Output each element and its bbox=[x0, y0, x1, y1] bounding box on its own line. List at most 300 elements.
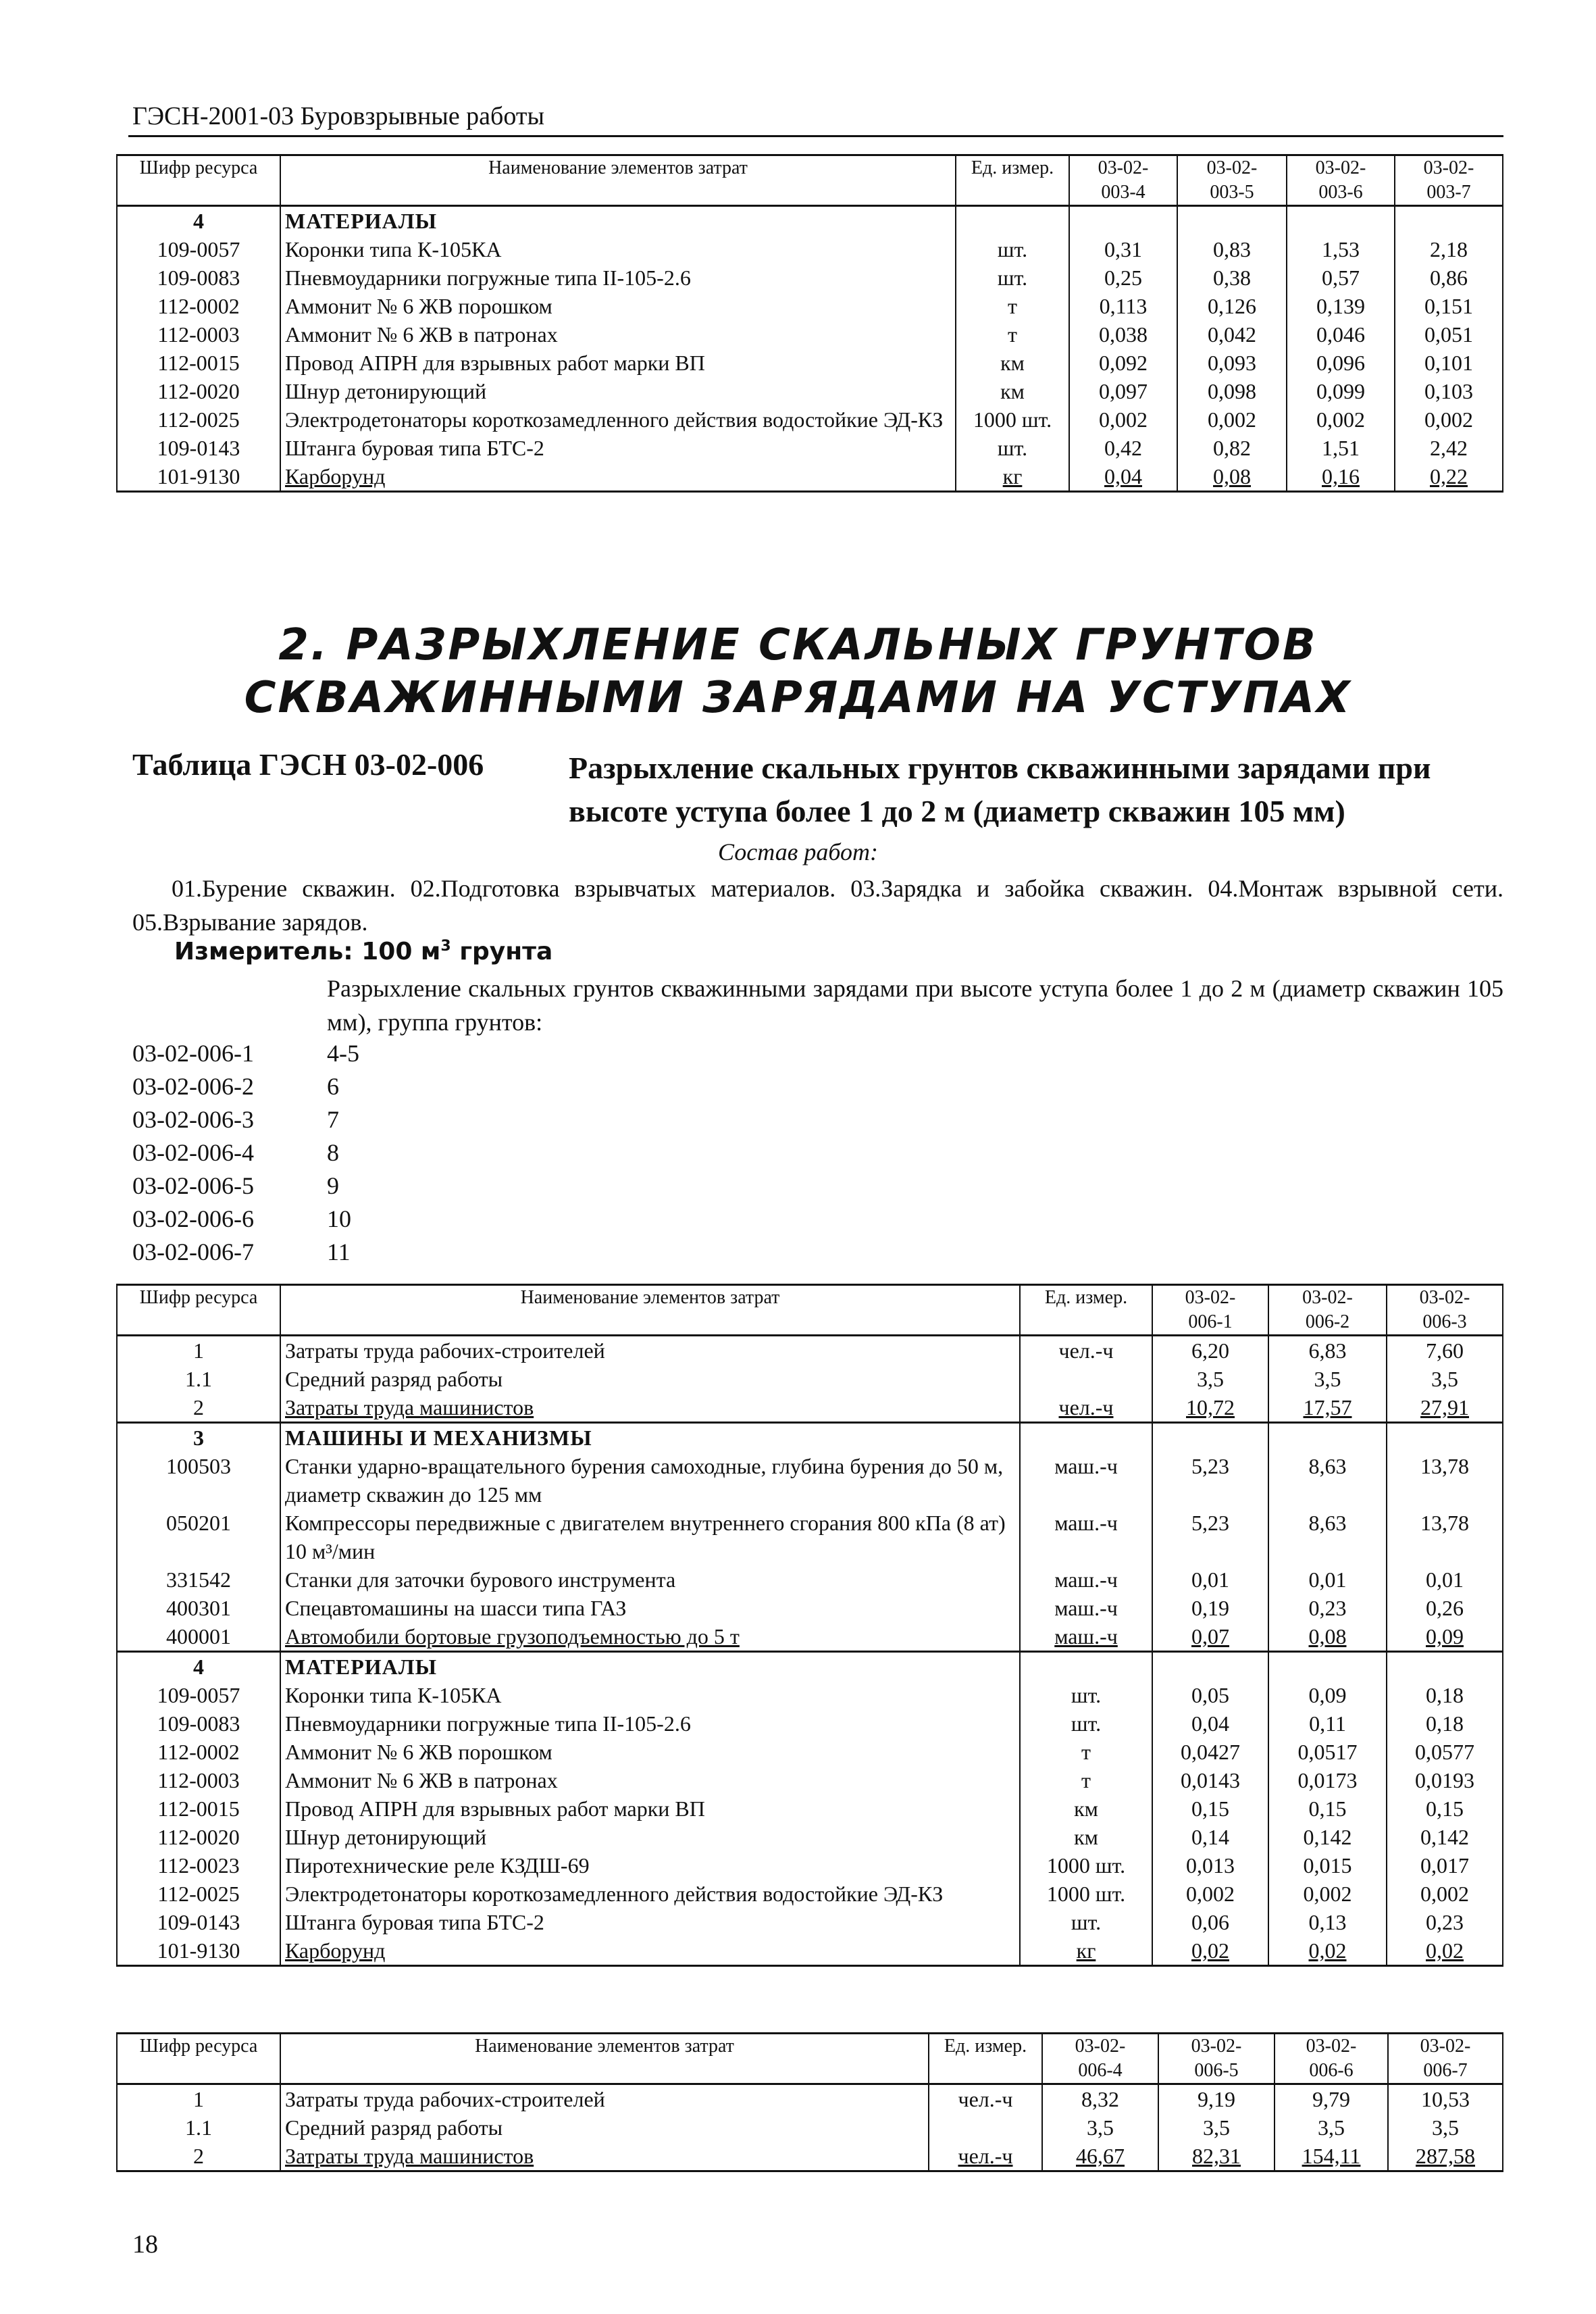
resource-code: 4 bbox=[117, 1652, 280, 1682]
resource-code: 331542 bbox=[117, 1565, 280, 1594]
norm-value: 0,093 bbox=[1177, 349, 1287, 377]
meter-superscript: 3 bbox=[440, 938, 451, 955]
resource-code: 1.1 bbox=[117, 1365, 280, 1393]
norm-value: 0,15 bbox=[1268, 1794, 1387, 1823]
norm-value: 7,60 bbox=[1387, 1336, 1503, 1365]
unit-of-measure: чел.-ч bbox=[1020, 1393, 1152, 1423]
table-row bbox=[117, 292, 1503, 320]
resource-code: 112-0003 bbox=[117, 320, 280, 349]
norm-value: 0,113 bbox=[1069, 292, 1177, 320]
unit-of-measure bbox=[1020, 1423, 1152, 1453]
table-row bbox=[117, 1565, 1503, 1594]
norm-value: 0,07 bbox=[1152, 1622, 1268, 1652]
cost-element-name: Аммонит № 6 ЖВ порошком bbox=[280, 1738, 1020, 1766]
cost-element-name: Спецавтомашины на шасси типа ГАЗ bbox=[280, 1594, 1020, 1622]
norm-value: 9,79 bbox=[1275, 2084, 1388, 2114]
resource-code: 112-0020 bbox=[117, 377, 280, 405]
resource-code: 109-0143 bbox=[117, 434, 280, 462]
unit-of-measure: чел.-ч bbox=[1020, 1336, 1152, 1365]
table-row bbox=[117, 377, 1503, 405]
cost-element-name: Затраты труда машинистов bbox=[280, 2142, 929, 2171]
variant-code: 03-02-006-6 bbox=[132, 1205, 254, 1232]
variant-item bbox=[132, 1103, 359, 1136]
table-row bbox=[117, 462, 1503, 492]
cost-element-name: Шнур детонирующий bbox=[280, 1823, 1020, 1851]
table-row bbox=[117, 1738, 1503, 1766]
column-header: Наименование элементов затрат bbox=[280, 155, 956, 206]
column-header: 03-02- 006-5 bbox=[1158, 2034, 1275, 2084]
norm-value: 0,04 bbox=[1152, 1709, 1268, 1738]
unit-of-measure: т bbox=[1020, 1766, 1152, 1794]
norm-value: 0,26 bbox=[1387, 1594, 1503, 1622]
table-header-row bbox=[117, 155, 1503, 206]
unit-of-measure: км bbox=[1020, 1794, 1152, 1823]
variant-code: 03-02-006-1 bbox=[132, 1040, 254, 1067]
unit-of-measure bbox=[956, 206, 1069, 236]
norm-value: 0,02 bbox=[1387, 1936, 1503, 1966]
norm-value: 0,18 bbox=[1387, 1681, 1503, 1709]
variant-soil-group: 10 bbox=[327, 1205, 351, 1232]
norm-value: 0,103 bbox=[1395, 377, 1503, 405]
norm-value: 0,042 bbox=[1177, 320, 1287, 349]
column-header: 03-02- 006-1 bbox=[1152, 1285, 1268, 1336]
norm-value: 0,0193 bbox=[1387, 1766, 1503, 1794]
unit-of-measure: шт. bbox=[956, 263, 1069, 292]
norm-value: 0,013 bbox=[1152, 1851, 1268, 1880]
norm-value: 0,096 bbox=[1287, 349, 1395, 377]
meter-label: Измеритель: 100 м bbox=[174, 938, 441, 965]
norm-value bbox=[1152, 1652, 1268, 1682]
norm-value: 0,142 bbox=[1387, 1823, 1503, 1851]
unit-of-measure: кг bbox=[956, 462, 1069, 492]
resource-code: 101-9130 bbox=[117, 462, 280, 492]
norm-value: 0,22 bbox=[1395, 462, 1503, 492]
resource-code: 2 bbox=[117, 2142, 280, 2171]
column-header: Ед. измер. bbox=[956, 155, 1069, 206]
norm-value: 0,15 bbox=[1152, 1794, 1268, 1823]
section-title-line-2: СКВАЖИННЫМИ ЗАРЯДАМИ НА УСТУПАХ bbox=[244, 673, 1352, 723]
cost-element-name: Станки для заточки бурового инструмента bbox=[280, 1565, 1020, 1594]
variant-list bbox=[132, 1037, 359, 1269]
table-row bbox=[117, 1365, 1503, 1393]
norm-value: 0,23 bbox=[1387, 1908, 1503, 1936]
column-header: Шифр ресурса bbox=[117, 1285, 280, 1336]
variant-intro: Разрыхление скальных грунтов скважинными зарядами при высоте уступа более 1 до 2 м (диаметр скважин 105 мм), группа грунтов: bbox=[327, 975, 1503, 1036]
norm-value: 27,91 bbox=[1387, 1393, 1503, 1423]
norm-value bbox=[1387, 1652, 1503, 1682]
norm-value: 0,04 bbox=[1069, 462, 1177, 492]
unit-of-measure: маш.-ч bbox=[1020, 1509, 1152, 1565]
cost-element-name: Компрессоры передвижные с двигателем внутреннего сгорания 800 кПа (8 ат) 10 м³/мин bbox=[280, 1509, 1020, 1565]
norm-value: 0,051 bbox=[1395, 320, 1503, 349]
resource-code: 400001 bbox=[117, 1622, 280, 1652]
norm-value: 0,002 bbox=[1387, 1880, 1503, 1908]
unit-of-measure: шт. bbox=[1020, 1908, 1152, 1936]
norm-value: 0,02 bbox=[1268, 1936, 1387, 1966]
cost-element-name: Станки ударно-вращательного бурения самоходные, глубина бурения до 50 м, диаметр скважин до 125 мм bbox=[280, 1452, 1020, 1509]
measurement-unit bbox=[174, 938, 552, 965]
cost-element-name: МАТЕРИАЛЫ bbox=[280, 206, 956, 236]
norm-value: 6,83 bbox=[1268, 1336, 1387, 1365]
running-header: ГЭСН-2001-03 Буровзрывные работы bbox=[132, 102, 545, 130]
variant-code: 03-02-006-5 bbox=[132, 1172, 254, 1199]
column-header: Шифр ресурса bbox=[117, 2034, 280, 2084]
norm-value: 0,0577 bbox=[1387, 1738, 1503, 1766]
table-row bbox=[117, 1823, 1503, 1851]
norm-value: 1,53 bbox=[1287, 235, 1395, 263]
norm-value: 154,11 bbox=[1275, 2142, 1388, 2171]
norm-value: 10,53 bbox=[1388, 2084, 1503, 2114]
norm-value: 0,06 bbox=[1152, 1908, 1268, 1936]
resource-code: 109-0083 bbox=[117, 263, 280, 292]
norm-value: 3,5 bbox=[1388, 2113, 1503, 2142]
norm-value: 0,01 bbox=[1387, 1565, 1503, 1594]
norm-value: 0,126 bbox=[1177, 292, 1287, 320]
cost-element-name: Аммонит № 6 ЖВ в патронах bbox=[280, 1766, 1020, 1794]
unit-of-measure: маш.-ч bbox=[1020, 1594, 1152, 1622]
norm-value bbox=[1387, 1423, 1503, 1453]
cost-element-name: Шнур детонирующий bbox=[280, 377, 956, 405]
cost-element-name: Провод АПРН для взрывных работ марки ВП bbox=[280, 1794, 1020, 1823]
table-row bbox=[117, 1622, 1503, 1652]
norm-value: 3,5 bbox=[1158, 2113, 1275, 2142]
variant-soil-group: 4-5 bbox=[327, 1040, 359, 1067]
unit-of-measure: чел.-ч bbox=[929, 2084, 1042, 2114]
table-row bbox=[117, 1709, 1503, 1738]
variant-soil-group: 6 bbox=[327, 1073, 339, 1100]
cost-element-name: Пиротехнические реле КЗДШ-69 bbox=[280, 1851, 1020, 1880]
norm-value: 0,002 bbox=[1069, 405, 1177, 434]
norm-value: 0,13 bbox=[1268, 1908, 1387, 1936]
variant-item bbox=[132, 1236, 359, 1269]
norm-value: 0,38 bbox=[1177, 263, 1287, 292]
unit-of-measure: т bbox=[956, 320, 1069, 349]
norm-value: 1,51 bbox=[1287, 434, 1395, 462]
cost-element-name: Затраты труда рабочих-строителей bbox=[280, 1336, 1020, 1365]
table-row bbox=[117, 2113, 1503, 2142]
column-header: Ед. измер. bbox=[1020, 1285, 1152, 1336]
cost-element-name: МАТЕРИАЛЫ bbox=[280, 1652, 1020, 1682]
norm-value bbox=[1152, 1423, 1268, 1453]
resource-code: 1 bbox=[117, 1336, 280, 1365]
norm-value: 0,09 bbox=[1387, 1622, 1503, 1652]
resource-code: 400301 bbox=[117, 1594, 280, 1622]
resource-code: 109-0057 bbox=[117, 235, 280, 263]
section-title-line-1: 2. РАЗРЫХЛЕНИЕ СКАЛЬНЫХ ГРУНТОВ bbox=[278, 620, 1318, 670]
unit-of-measure: шт. bbox=[956, 434, 1069, 462]
unit-of-measure bbox=[1020, 1365, 1152, 1393]
resource-code: 1.1 bbox=[117, 2113, 280, 2142]
resource-code: 112-0020 bbox=[117, 1823, 280, 1851]
section-row bbox=[117, 1423, 1503, 1453]
norm-value: 0,14 bbox=[1152, 1823, 1268, 1851]
norm-value: 0,23 bbox=[1268, 1594, 1387, 1622]
norm-value: 0,015 bbox=[1268, 1851, 1387, 1880]
table-row bbox=[117, 1336, 1503, 1365]
table-row bbox=[117, 1509, 1503, 1565]
norm-value: 0,0143 bbox=[1152, 1766, 1268, 1794]
norm-value: 17,57 bbox=[1268, 1393, 1387, 1423]
unit-of-measure: шт. bbox=[1020, 1709, 1152, 1738]
variant-code: 03-02-006-4 bbox=[132, 1139, 254, 1166]
section-row bbox=[117, 206, 1503, 236]
norm-value: 13,78 bbox=[1387, 1509, 1503, 1565]
norm-value: 0,05 bbox=[1152, 1681, 1268, 1709]
norm-value: 2,42 bbox=[1395, 434, 1503, 462]
resource-code: 109-0057 bbox=[117, 1681, 280, 1709]
norm-value: 8,63 bbox=[1268, 1509, 1387, 1565]
unit-of-measure: 1000 шт. bbox=[1020, 1851, 1152, 1880]
norm-value: 3,5 bbox=[1152, 1365, 1268, 1393]
table-caption: Разрыхление скальных грунтов скважинными зарядами при высоте уступа более 1 до 2 м (диаметр скважин 105 мм) bbox=[569, 751, 1431, 828]
norm-value: 0,01 bbox=[1268, 1565, 1387, 1594]
table-row bbox=[117, 1851, 1503, 1880]
table-label: Таблица ГЭСН 03-02-006 bbox=[132, 747, 484, 782]
table-row bbox=[117, 263, 1503, 292]
variant-item bbox=[132, 1136, 359, 1169]
resource-code: 112-0003 bbox=[117, 1766, 280, 1794]
resource-code: 112-0002 bbox=[117, 292, 280, 320]
unit-of-measure: маш.-ч bbox=[1020, 1622, 1152, 1652]
variant-code: 03-02-006-2 bbox=[132, 1073, 254, 1100]
column-header: 03-02- 006-7 bbox=[1388, 2034, 1503, 2084]
column-header: 03-02- 003-6 bbox=[1287, 155, 1395, 206]
variant-item bbox=[132, 1070, 359, 1103]
cost-element-name: Провод АПРН для взрывных работ марки ВП bbox=[280, 349, 956, 377]
norm-value bbox=[1268, 1423, 1387, 1453]
table-row bbox=[117, 235, 1503, 263]
resource-code: 3 bbox=[117, 1423, 280, 1453]
table-row bbox=[117, 349, 1503, 377]
norm-table-continuation bbox=[116, 154, 1503, 493]
norm-value: 0,25 bbox=[1069, 263, 1177, 292]
resource-code: 100503 bbox=[117, 1452, 280, 1509]
cost-element-name: Аммонит № 6 ЖВ порошком bbox=[280, 292, 956, 320]
norm-value: 0,09 bbox=[1268, 1681, 1387, 1709]
norm-value: 0,0427 bbox=[1152, 1738, 1268, 1766]
norm-value: 0,18 bbox=[1387, 1709, 1503, 1738]
norm-value: 0,82 bbox=[1177, 434, 1287, 462]
norm-value: 82,31 bbox=[1158, 2142, 1275, 2171]
table-row bbox=[117, 1452, 1503, 1509]
norm-value: 0,151 bbox=[1395, 292, 1503, 320]
norm-value bbox=[1287, 206, 1395, 236]
norm-value bbox=[1177, 206, 1287, 236]
cost-element-name: Электродетонаторы короткозамедленного действия водостойкие ЭД-КЗ bbox=[280, 405, 956, 434]
page-number: 18 bbox=[132, 2230, 158, 2259]
cost-element-name: Штанга буровая типа БТС-2 bbox=[280, 434, 956, 462]
norm-value: 3,5 bbox=[1275, 2113, 1388, 2142]
table-row bbox=[117, 1393, 1503, 1423]
unit-of-measure: 1000 шт. bbox=[956, 405, 1069, 434]
cost-element-name: Карборунд bbox=[280, 462, 956, 492]
cost-element-name: Аммонит № 6 ЖВ в патронах bbox=[280, 320, 956, 349]
norm-value: 0,097 bbox=[1069, 377, 1177, 405]
column-header: 03-02- 006-3 bbox=[1387, 1285, 1503, 1336]
unit-of-measure: т bbox=[956, 292, 1069, 320]
norm-value: 0,046 bbox=[1287, 320, 1395, 349]
norm-value: 0,57 bbox=[1287, 263, 1395, 292]
norm-value: 3,5 bbox=[1268, 1365, 1387, 1393]
norm-value: 0,142 bbox=[1268, 1823, 1387, 1851]
table-row bbox=[117, 1594, 1503, 1622]
norm-value: 0,42 bbox=[1069, 434, 1177, 462]
column-header: 03-02- 006-4 bbox=[1042, 2034, 1158, 2084]
unit-of-measure: км bbox=[956, 349, 1069, 377]
norm-value: 0,101 bbox=[1395, 349, 1503, 377]
cost-element-name: Средний разряд работы bbox=[280, 2113, 929, 2142]
unit-of-measure bbox=[1020, 1652, 1152, 1682]
unit-of-measure: маш.-ч bbox=[1020, 1565, 1152, 1594]
section-row bbox=[117, 1652, 1503, 1682]
norm-value bbox=[1069, 206, 1177, 236]
composition-text: 01.Бурение скважин. 02.Подготовка взрывчатых материалов. 03.Зарядка и забойка скважин. 04.Монтаж взрывной сети. 05.Взрывание зарядов. bbox=[132, 875, 1503, 936]
column-header: Ед. измер. bbox=[929, 2034, 1042, 2084]
norm-value: 0,83 bbox=[1177, 235, 1287, 263]
norm-value: 0,19 bbox=[1152, 1594, 1268, 1622]
unit-of-measure: т bbox=[1020, 1738, 1152, 1766]
table-header-row bbox=[117, 2034, 1503, 2084]
norm-value: 0,002 bbox=[1395, 405, 1503, 434]
unit-of-measure bbox=[929, 2113, 1042, 2142]
table-header-row bbox=[117, 1285, 1503, 1336]
table-row bbox=[117, 434, 1503, 462]
cost-element-name: МАШИНЫ И МЕХАНИЗМЫ bbox=[280, 1423, 1020, 1453]
resource-code: 112-0025 bbox=[117, 1880, 280, 1908]
unit-of-measure: чел.-ч bbox=[929, 2142, 1042, 2171]
column-header: Шифр ресурса bbox=[117, 155, 280, 206]
header-rule bbox=[128, 135, 1503, 137]
norm-value: 0,02 bbox=[1152, 1936, 1268, 1966]
norm-table-006-1-3 bbox=[116, 1284, 1503, 1967]
norm-value: 0,0173 bbox=[1268, 1766, 1387, 1794]
norm-value: 5,23 bbox=[1152, 1509, 1268, 1565]
table-row bbox=[117, 405, 1503, 434]
cost-element-name: Электродетонаторы короткозамедленного действия водостойкие ЭД-КЗ bbox=[280, 1880, 1020, 1908]
resource-code: 109-0143 bbox=[117, 1908, 280, 1936]
resource-code: 2 bbox=[117, 1393, 280, 1423]
norm-value: 287,58 bbox=[1388, 2142, 1503, 2171]
cost-element-name: Автомобили бортовые грузоподъемностью до 5 т bbox=[280, 1622, 1020, 1652]
norm-value bbox=[1268, 1652, 1387, 1682]
table-row bbox=[117, 1681, 1503, 1709]
norm-value: 0,002 bbox=[1287, 405, 1395, 434]
column-header: Наименование элементов затрат bbox=[280, 1285, 1020, 1336]
cost-element-name: Коронки типа К-105КА bbox=[280, 1681, 1020, 1709]
variant-code: 03-02-006-3 bbox=[132, 1106, 254, 1133]
norm-table-006-4-7 bbox=[116, 2032, 1503, 2172]
column-header: 03-02- 006-6 bbox=[1275, 2034, 1388, 2084]
norm-value: 0,002 bbox=[1177, 405, 1287, 434]
norm-value: 0,31 bbox=[1069, 235, 1177, 263]
norm-value: 0,0517 bbox=[1268, 1738, 1387, 1766]
norm-value: 3,5 bbox=[1387, 1365, 1503, 1393]
variant-soil-group: 9 bbox=[327, 1172, 339, 1199]
norm-value: 10,72 bbox=[1152, 1393, 1268, 1423]
norm-value: 0,139 bbox=[1287, 292, 1395, 320]
unit-of-measure: км bbox=[1020, 1823, 1152, 1851]
cost-element-name: Пневмоударники погружные типа II-105-2.6 bbox=[280, 263, 956, 292]
norm-value: 0,099 bbox=[1287, 377, 1395, 405]
cost-element-name: Затраты труда рабочих-строителей bbox=[280, 2084, 929, 2114]
cost-element-name: Пневмоударники погружные типа II-105-2.6 bbox=[280, 1709, 1020, 1738]
table-row bbox=[117, 2084, 1503, 2114]
variant-item bbox=[132, 1169, 359, 1203]
table-row bbox=[117, 320, 1503, 349]
norm-value: 5,23 bbox=[1152, 1452, 1268, 1509]
cost-element-name: Коронки типа К-105КА bbox=[280, 235, 956, 263]
resource-code: 112-0015 bbox=[117, 1794, 280, 1823]
variant-item bbox=[132, 1203, 359, 1236]
resource-code: 112-0002 bbox=[117, 1738, 280, 1766]
norm-value: 0,08 bbox=[1268, 1622, 1387, 1652]
resource-code: 1 bbox=[117, 2084, 280, 2114]
variant-code: 03-02-006-7 bbox=[132, 1238, 254, 1265]
unit-of-measure: маш.-ч bbox=[1020, 1452, 1152, 1509]
norm-value: 8,32 bbox=[1042, 2084, 1158, 2114]
norm-value: 0,092 bbox=[1069, 349, 1177, 377]
variant-soil-group: 11 bbox=[327, 1238, 351, 1265]
norm-value: 8,63 bbox=[1268, 1452, 1387, 1509]
resource-code: 4 bbox=[117, 206, 280, 236]
norm-value: 0,038 bbox=[1069, 320, 1177, 349]
unit-of-measure: кг bbox=[1020, 1936, 1152, 1966]
norm-value bbox=[1395, 206, 1503, 236]
unit-of-measure: шт. bbox=[956, 235, 1069, 263]
cost-element-name: Карборунд bbox=[280, 1936, 1020, 1966]
norm-value: 0,098 bbox=[1177, 377, 1287, 405]
norm-value: 0,16 bbox=[1287, 462, 1395, 492]
norm-value: 6,20 bbox=[1152, 1336, 1268, 1365]
norm-value: 13,78 bbox=[1387, 1452, 1503, 1509]
cost-element-name: Штанга буровая типа БТС-2 bbox=[280, 1908, 1020, 1936]
unit-of-measure: км bbox=[956, 377, 1069, 405]
resource-code: 112-0023 bbox=[117, 1851, 280, 1880]
norm-value: 46,67 bbox=[1042, 2142, 1158, 2171]
unit-of-measure: 1000 шт. bbox=[1020, 1880, 1152, 1908]
norm-value: 9,19 bbox=[1158, 2084, 1275, 2114]
norm-value: 0,11 bbox=[1268, 1709, 1387, 1738]
norm-value: 0,017 bbox=[1387, 1851, 1503, 1880]
table-row bbox=[117, 1766, 1503, 1794]
table-row bbox=[117, 1908, 1503, 1936]
meter-tail: грунта bbox=[451, 938, 553, 965]
norm-value: 0,08 bbox=[1177, 462, 1287, 492]
variant-soil-group: 7 bbox=[327, 1106, 339, 1133]
column-header: Наименование элементов затрат bbox=[280, 2034, 929, 2084]
composition-heading: Состав работ: bbox=[718, 838, 878, 865]
table-row bbox=[117, 1936, 1503, 1966]
cost-element-name: Затраты труда машинистов bbox=[280, 1393, 1020, 1423]
column-header: 03-02- 006-2 bbox=[1268, 1285, 1387, 1336]
norm-value: 0,01 bbox=[1152, 1565, 1268, 1594]
resource-code: 101-9130 bbox=[117, 1936, 280, 1966]
resource-code: 050201 bbox=[117, 1509, 280, 1565]
norm-value: 0,86 bbox=[1395, 263, 1503, 292]
cost-element-name: Средний разряд работы bbox=[280, 1365, 1020, 1393]
norm-value: 2,18 bbox=[1395, 235, 1503, 263]
table-row bbox=[117, 1794, 1503, 1823]
unit-of-measure: шт. bbox=[1020, 1681, 1152, 1709]
norm-value: 3,5 bbox=[1042, 2113, 1158, 2142]
table-row bbox=[117, 1880, 1503, 1908]
resource-code: 109-0083 bbox=[117, 1709, 280, 1738]
variant-soil-group: 8 bbox=[327, 1139, 339, 1166]
column-header: 03-02- 003-7 bbox=[1395, 155, 1503, 206]
resource-code: 112-0015 bbox=[117, 349, 280, 377]
variant-item bbox=[132, 1037, 359, 1070]
norm-value: 0,002 bbox=[1152, 1880, 1268, 1908]
